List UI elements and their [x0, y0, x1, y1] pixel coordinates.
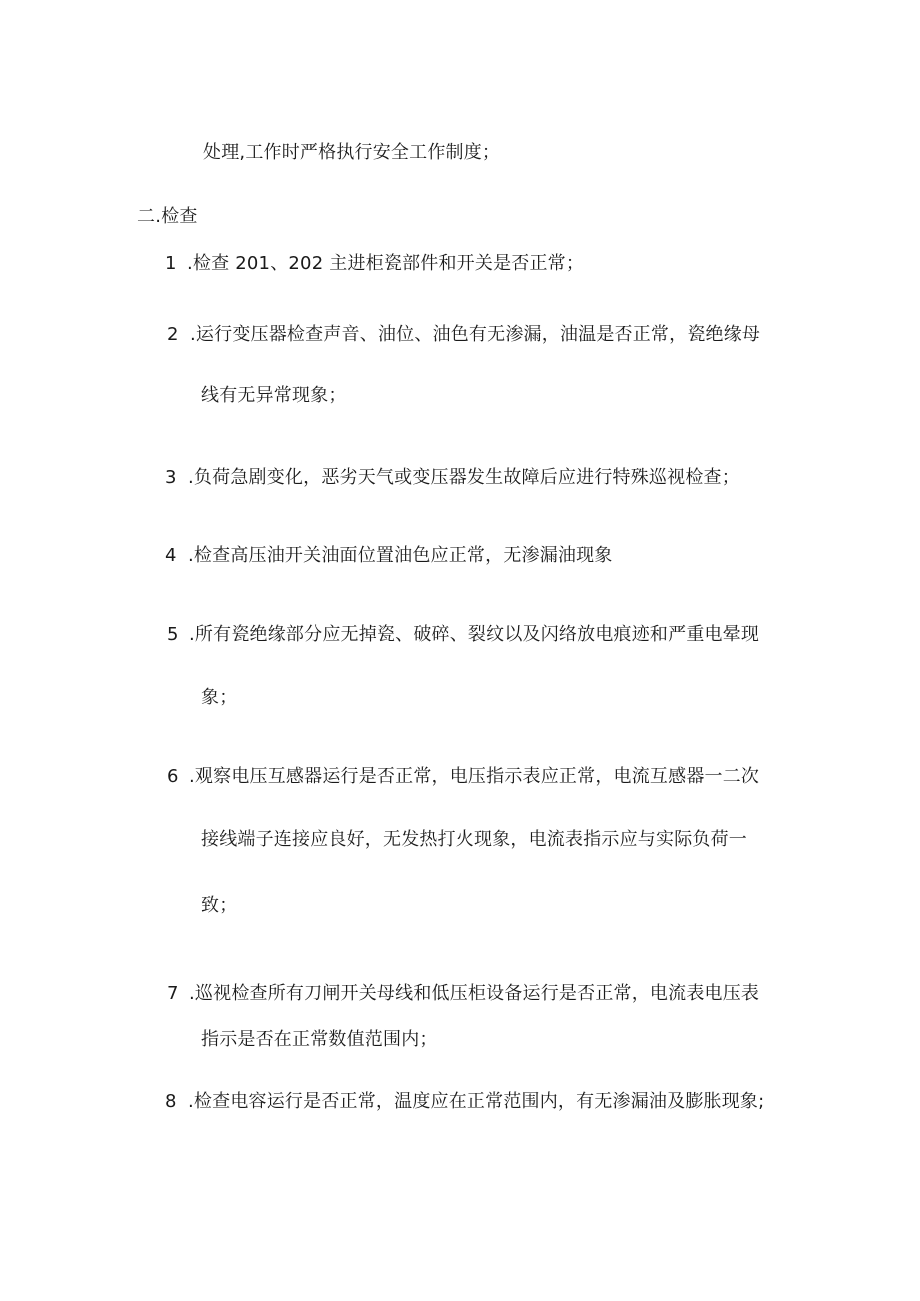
item-text: .检查高压油开关油面位置油色应正常，无渗漏油现象 [188, 545, 613, 566]
item-number: 7 [167, 983, 179, 1004]
item-number: 4 [165, 545, 177, 566]
item-text-continuation: 指示是否在正常数值范围内； [201, 1029, 438, 1050]
item-text: .检查电容运行是否正常，温度应在正常范围内，有无渗漏油及膨胀现象; [188, 1091, 765, 1112]
section-heading: 二.检查 [137, 206, 198, 227]
item-number: 1 [165, 253, 177, 274]
item-text: .观察电压互感器运行是否正常，电压指示表应正常，电流互感器一二次 [189, 766, 760, 787]
intro-continuation-text: 处理,工作时严格执行安全工作制度； [203, 142, 501, 163]
item-number: 8 [165, 1091, 177, 1112]
item-text-continuation: 致； [201, 895, 238, 916]
item-text-continuation: 线有无异常现象； [201, 385, 347, 406]
item-text: .运行变压器检查声音、油位、油色有无渗漏，油温是否正常，瓷绝缘母 [190, 324, 761, 345]
item-number: 5 [167, 624, 179, 645]
item-text: .检查 201、202 主进柜瓷部件和开关是否正常； [187, 253, 585, 274]
item-text: .负荷急剧变化，恶劣天气或变压器发生故障后应进行特殊巡视检查； [188, 467, 740, 488]
item-text: .巡视检查所有刀闸开关母线和低压柜设备运行是否正常，电流表电压表 [189, 983, 760, 1004]
item-text-continuation: 象； [201, 687, 238, 708]
item-text-continuation: 接线端子连接应良好，无发热打火现象，电流表指示应与实际负荷一 [201, 829, 747, 850]
item-number: 3 [165, 467, 177, 488]
item-number: 6 [167, 766, 179, 787]
item-number: 2 [167, 324, 179, 345]
item-text: .所有瓷绝缘部分应无掉瓷、破碎、裂纹以及闪络放电痕迹和严重电晕现 [189, 624, 760, 645]
